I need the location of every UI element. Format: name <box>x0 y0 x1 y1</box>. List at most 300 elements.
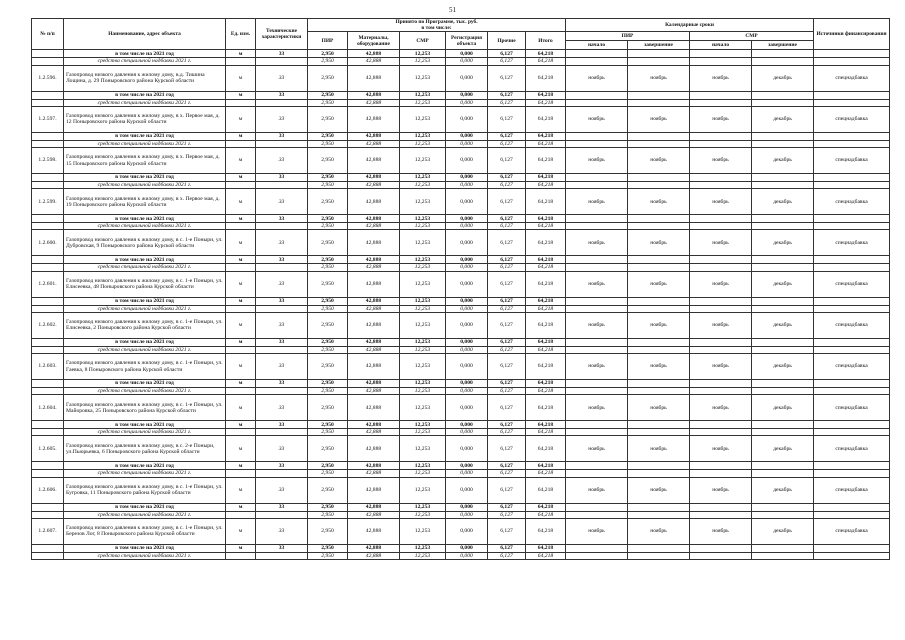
cell-materials: 42,888 <box>348 297 400 305</box>
cell-total: 64,218 <box>526 503 566 511</box>
cell-other: 6,127 <box>488 511 526 518</box>
cell-empty <box>566 91 628 99</box>
cell-materials: 42,888 <box>348 462 400 470</box>
cell-materials: 42,888 <box>348 388 400 395</box>
cell-pir: 2,950 <box>308 346 348 353</box>
header-cal-pir: ПИР <box>566 32 690 41</box>
cell-smr: 12,253 <box>400 215 446 223</box>
cell-smr: 12,253 <box>400 429 446 436</box>
cell-pir: 2,950 <box>308 462 348 470</box>
cell-tech: 33 <box>256 256 308 264</box>
cell-empty <box>814 511 890 518</box>
cell-number: 1.2.606. <box>32 477 64 503</box>
cell-total: 64,218 <box>526 65 566 91</box>
cell-other: 6,127 <box>488 388 526 395</box>
table-body <box>32 50 890 560</box>
cell-empty <box>690 264 752 271</box>
cell-tech: 33 <box>256 132 308 140</box>
cell-empty <box>690 91 752 99</box>
cell-financing: спецнадбавка <box>814 312 890 338</box>
cell-registration: 0,000 <box>446 182 488 189</box>
cell-total: 64,218 <box>526 436 566 462</box>
cell-empty <box>628 470 690 477</box>
cell-materials: 42,888 <box>348 58 400 65</box>
cell-pir: 2,950 <box>308 503 348 511</box>
cell-total: 64,218 <box>526 429 566 436</box>
cell-empty <box>814 91 890 99</box>
cell-total: 64,218 <box>526 140 566 147</box>
cell-smr: 12,253 <box>400 388 446 395</box>
source-label: средства специальной надбавки 2021 г. <box>64 470 226 477</box>
cell-total: 64,218 <box>526 552 566 559</box>
cell-total: 64,218 <box>526 132 566 140</box>
cell-total: 64,218 <box>526 338 566 346</box>
subtotal-label: в том числе на 2021 год <box>64 256 226 264</box>
cell-empty <box>256 223 308 230</box>
cell-pir: 2,950 <box>308 552 348 559</box>
subtotal-row <box>32 503 890 511</box>
cell-smr: 12,253 <box>400 312 446 338</box>
program-table <box>31 18 890 560</box>
cell-registration: 0,000 <box>446 140 488 147</box>
cell-tech: 33 <box>256 312 308 338</box>
cell-empty <box>814 462 890 470</box>
source-label: средства специальной надбавки 2021 г. <box>64 264 226 271</box>
cell-smr-start: ноябрь <box>690 148 752 174</box>
cell-financing: спецнадбавка <box>814 518 890 544</box>
cell-object-name: Газопровод низкого давления к жилому дому, в х. Первое мая, д. 12 Поныровского района Курской области <box>64 106 226 132</box>
cell-smr: 12,253 <box>400 436 446 462</box>
header-tech: Технические характеристики <box>256 19 308 50</box>
subtotal-label: в том числе на 2021 год <box>64 132 226 140</box>
cell-empty <box>752 338 814 346</box>
cell-pir: 2,950 <box>308 256 348 264</box>
cell-pir: 2,950 <box>308 182 348 189</box>
cell-pir: 2,950 <box>308 58 348 65</box>
cell-empty <box>814 264 890 271</box>
cell-pir-end: ноябрь <box>628 148 690 174</box>
cell-pir: 2,950 <box>308 140 348 147</box>
cell-empty <box>32 544 64 552</box>
cell-pir: 2,950 <box>308 50 348 58</box>
cell-smr-end: декабрь <box>752 230 814 256</box>
cell-pir: 2,950 <box>308 338 348 346</box>
cell-materials: 42,888 <box>348 511 400 518</box>
cell-tech: 33 <box>256 436 308 462</box>
cell-unit: м <box>226 354 256 380</box>
cell-empty <box>814 470 890 477</box>
header-pir: ПИР <box>308 32 348 50</box>
cell-empty <box>814 132 890 140</box>
cell-unit: м <box>226 50 256 58</box>
cell-other: 6,127 <box>488 215 526 223</box>
cell-registration: 0,000 <box>446 544 488 552</box>
cell-empty <box>566 388 628 395</box>
cell-empty <box>226 264 256 271</box>
cell-empty <box>690 421 752 429</box>
cell-pir-start: ноябрь <box>566 312 628 338</box>
cell-smr: 12,253 <box>400 230 446 256</box>
cell-smr: 12,253 <box>400 421 446 429</box>
cell-empty <box>752 91 814 99</box>
cell-other: 6,127 <box>488 518 526 544</box>
cell-materials: 42,888 <box>348 230 400 256</box>
header-smr-end: завершение <box>752 41 814 50</box>
cell-total: 64,218 <box>526 346 566 353</box>
cell-other: 6,127 <box>488 338 526 346</box>
cell-empty <box>752 462 814 470</box>
cell-empty <box>690 256 752 264</box>
cell-empty <box>256 346 308 353</box>
cell-other: 6,127 <box>488 503 526 511</box>
cell-pir-end: ноябрь <box>628 189 690 215</box>
cell-materials: 42,888 <box>348 518 400 544</box>
subtotal-row <box>32 256 890 264</box>
cell-other: 6,127 <box>488 462 526 470</box>
cell-materials: 42,888 <box>348 354 400 380</box>
cell-smr: 12,253 <box>400 132 446 140</box>
cell-object-name: Газопровод низкого давления к жилому дому, в с. 1-е Поныри, ул. Елисеевка, 48 Поныровского района Курской области <box>64 271 226 297</box>
cell-smr: 12,253 <box>400 395 446 421</box>
cell-registration: 0,000 <box>446 106 488 132</box>
cell-registration: 0,000 <box>446 230 488 256</box>
program-table-sheet <box>31 18 889 560</box>
cell-object-name: Газопровод низкого давления к жилому дому, в с. 1-е Поныри, ул. Бугровка, 11 Поныровского района Курской области <box>64 477 226 503</box>
cell-materials: 42,888 <box>348 50 400 58</box>
cell-other: 6,127 <box>488 380 526 388</box>
cell-registration: 0,000 <box>446 223 488 230</box>
header-calendar-group: Календарные сроки <box>566 19 814 32</box>
cell-object-name: Газопровод низкого давления к жилому дому, в с. 1-е Поныри, ул. Гаевка, 8 Поныровского района Курской области <box>64 354 226 380</box>
cell-empty <box>32 91 64 99</box>
cell-smr: 12,253 <box>400 470 446 477</box>
cell-empty <box>814 174 890 182</box>
cell-object-name: Газопровод низкого давления к жилому дому, в с. 1-е Поныри, ул. Елисеевка, 2 Поныровского района Курской области <box>64 312 226 338</box>
source-row <box>32 99 890 106</box>
cell-empty <box>32 182 64 189</box>
cell-registration: 0,000 <box>446 99 488 106</box>
cell-materials: 42,888 <box>348 65 400 91</box>
cell-smr: 12,253 <box>400 380 446 388</box>
cell-empty <box>690 99 752 106</box>
cell-empty <box>690 140 752 147</box>
cell-unit: м <box>226 256 256 264</box>
header-pir-start: начало <box>566 41 628 50</box>
subtotal-label: в том числе на 2021 год <box>64 503 226 511</box>
cell-empty <box>752 388 814 395</box>
cell-other: 6,127 <box>488 65 526 91</box>
cell-smr-end: декабрь <box>752 65 814 91</box>
cell-registration: 0,000 <box>446 174 488 182</box>
subtotal-label: в том числе на 2021 год <box>64 421 226 429</box>
cell-pir-start: ноябрь <box>566 436 628 462</box>
cell-empty <box>814 346 890 353</box>
cell-object-name: Газопровод низкого давления к жилому дому, в х. Первое мая, д. 15 Поныровского района Курской области <box>64 148 226 174</box>
cell-tech: 33 <box>256 297 308 305</box>
cell-total: 64,218 <box>526 215 566 223</box>
cell-empty <box>566 470 628 477</box>
subtotal-label: в том числе на 2021 год <box>64 462 226 470</box>
cell-empty <box>628 99 690 106</box>
cell-unit: м <box>226 230 256 256</box>
cell-empty <box>32 99 64 106</box>
cell-empty <box>628 297 690 305</box>
cell-pir: 2,950 <box>308 132 348 140</box>
source-row <box>32 429 890 436</box>
cell-empty <box>32 511 64 518</box>
cell-materials: 42,888 <box>348 346 400 353</box>
subtotal-row <box>32 421 890 429</box>
cell-other: 6,127 <box>488 182 526 189</box>
cell-smr: 12,253 <box>400 50 446 58</box>
table-row <box>32 436 890 462</box>
cell-empty <box>628 264 690 271</box>
cell-smr-end: декабрь <box>752 518 814 544</box>
cell-unit: м <box>226 421 256 429</box>
cell-number: 1.2.598. <box>32 148 64 174</box>
cell-unit: м <box>226 518 256 544</box>
cell-empty <box>566 462 628 470</box>
table-row <box>32 354 890 380</box>
cell-pir: 2,950 <box>308 264 348 271</box>
cell-smr-end: декабрь <box>752 477 814 503</box>
cell-pir-start: ноябрь <box>566 65 628 91</box>
cell-empty <box>566 338 628 346</box>
cell-materials: 42,888 <box>348 148 400 174</box>
cell-empty <box>566 174 628 182</box>
cell-total: 64,218 <box>526 395 566 421</box>
cell-empty <box>628 305 690 312</box>
source-label: средства специальной надбавки 2021 г. <box>64 99 226 106</box>
cell-total: 64,218 <box>526 305 566 312</box>
cell-pir-end: ноябрь <box>628 395 690 421</box>
cell-smr-start: ноябрь <box>690 65 752 91</box>
cell-empty <box>814 223 890 230</box>
cell-empty <box>814 338 890 346</box>
cell-pir-end: ноябрь <box>628 312 690 338</box>
cell-empty <box>566 215 628 223</box>
subtotal-label: в том числе на 2021 год <box>64 338 226 346</box>
cell-empty <box>256 264 308 271</box>
cell-number: 1.2.596. <box>32 65 64 91</box>
cell-empty <box>752 503 814 511</box>
cell-materials: 42,888 <box>348 380 400 388</box>
cell-smr-end: декабрь <box>752 395 814 421</box>
cell-other: 6,127 <box>488 436 526 462</box>
cell-pir: 2,950 <box>308 518 348 544</box>
cell-empty <box>566 421 628 429</box>
cell-empty <box>566 297 628 305</box>
cell-materials: 42,888 <box>348 99 400 106</box>
cell-financing: спецнадбавка <box>814 395 890 421</box>
cell-smr-start: ноябрь <box>690 189 752 215</box>
cell-unit: м <box>226 544 256 552</box>
cell-pir-end: ноябрь <box>628 436 690 462</box>
cell-registration: 0,000 <box>446 470 488 477</box>
cell-smr: 12,253 <box>400 58 446 65</box>
cell-empty <box>566 429 628 436</box>
cell-empty <box>628 462 690 470</box>
cell-smr: 12,253 <box>400 503 446 511</box>
cell-pir: 2,950 <box>308 354 348 380</box>
cell-pir: 2,950 <box>308 421 348 429</box>
cell-empty <box>628 338 690 346</box>
cell-empty <box>814 99 890 106</box>
cell-total: 64,218 <box>526 380 566 388</box>
source-row <box>32 223 890 230</box>
cell-tech: 33 <box>256 148 308 174</box>
cell-empty <box>752 223 814 230</box>
cell-materials: 42,888 <box>348 215 400 223</box>
cell-smr: 12,253 <box>400 477 446 503</box>
cell-smr: 12,253 <box>400 338 446 346</box>
subtotal-label: в том числе на 2021 год <box>64 174 226 182</box>
cell-total: 64,218 <box>526 99 566 106</box>
cell-tech: 33 <box>256 91 308 99</box>
cell-empty <box>752 297 814 305</box>
cell-empty <box>628 429 690 436</box>
cell-other: 6,127 <box>488 421 526 429</box>
cell-total: 64,218 <box>526 462 566 470</box>
cell-tech: 33 <box>256 271 308 297</box>
cell-empty <box>566 264 628 271</box>
cell-empty <box>32 132 64 140</box>
cell-other: 6,127 <box>488 305 526 312</box>
cell-registration: 0,000 <box>446 503 488 511</box>
cell-smr-end: декабрь <box>752 354 814 380</box>
cell-other: 6,127 <box>488 346 526 353</box>
cell-number: 1.2.604. <box>32 395 64 421</box>
cell-total: 64,218 <box>526 148 566 174</box>
cell-object-name: Газопровод низкого давления к жилому дому, в.д. Тишина Лощина, д. 29 Поныровского района Курской области <box>64 65 226 91</box>
cell-tech: 33 <box>256 518 308 544</box>
cell-empty <box>566 132 628 140</box>
cell-total: 64,218 <box>526 264 566 271</box>
cell-materials: 42,888 <box>348 182 400 189</box>
cell-registration: 0,000 <box>446 297 488 305</box>
cell-tech: 33 <box>256 503 308 511</box>
cell-total: 64,218 <box>526 297 566 305</box>
cell-total: 64,218 <box>526 174 566 182</box>
cell-empty <box>752 99 814 106</box>
source-label: средства специальной надбавки 2021 г. <box>64 182 226 189</box>
cell-total: 64,218 <box>526 354 566 380</box>
cell-tech: 33 <box>256 65 308 91</box>
cell-empty <box>814 182 890 189</box>
source-label: средства специальной надбавки 2021 г. <box>64 223 226 230</box>
cell-empty <box>628 503 690 511</box>
source-row <box>32 346 890 353</box>
cell-empty <box>690 346 752 353</box>
source-row <box>32 511 890 518</box>
cell-pir-end: ноябрь <box>628 271 690 297</box>
table-row <box>32 271 890 297</box>
cell-smr: 12,253 <box>400 511 446 518</box>
cell-tech: 33 <box>256 50 308 58</box>
cell-number: 1.2.603. <box>32 354 64 380</box>
cell-other: 6,127 <box>488 264 526 271</box>
cell-unit: м <box>226 106 256 132</box>
cell-unit: м <box>226 91 256 99</box>
cell-empty <box>32 421 64 429</box>
cell-financing: спецнадбавка <box>814 354 890 380</box>
cell-materials: 42,888 <box>348 436 400 462</box>
cell-empty <box>628 174 690 182</box>
cell-materials: 42,888 <box>348 477 400 503</box>
source-label: средства специальной надбавки 2021 г. <box>64 552 226 559</box>
cell-empty <box>256 511 308 518</box>
cell-registration: 0,000 <box>446 91 488 99</box>
cell-unit: м <box>226 338 256 346</box>
cell-empty <box>226 99 256 106</box>
cell-empty <box>690 297 752 305</box>
cell-total: 64,218 <box>526 256 566 264</box>
cell-materials: 42,888 <box>348 132 400 140</box>
cell-empty <box>752 380 814 388</box>
table-header <box>32 19 890 50</box>
cell-unit: м <box>226 436 256 462</box>
cell-pir-end: ноябрь <box>628 106 690 132</box>
cell-empty <box>628 223 690 230</box>
cell-empty <box>690 338 752 346</box>
cell-materials: 42,888 <box>348 264 400 271</box>
cell-financing: спецнадбавка <box>814 230 890 256</box>
cell-materials: 42,888 <box>348 140 400 147</box>
cell-pir-start: ноябрь <box>566 106 628 132</box>
cell-empty <box>814 429 890 436</box>
cell-empty <box>752 174 814 182</box>
cell-materials: 42,888 <box>348 544 400 552</box>
header-registration: Регистрация объекта <box>446 32 488 50</box>
header-number: № п/п <box>32 19 64 50</box>
header-smr-start: начало <box>690 41 752 50</box>
cell-object-name: Газопровод низкого давления к жилому дому, в х. Первое мая, д. 19 Поныровского района Курской области <box>64 189 226 215</box>
cell-pir: 2,950 <box>308 148 348 174</box>
cell-materials: 42,888 <box>348 552 400 559</box>
cell-empty <box>32 462 64 470</box>
cell-empty <box>752 305 814 312</box>
cell-registration: 0,000 <box>446 189 488 215</box>
cell-empty <box>32 429 64 436</box>
cell-pir: 2,950 <box>308 91 348 99</box>
cell-pir: 2,950 <box>308 99 348 106</box>
cell-smr-start: ноябрь <box>690 436 752 462</box>
cell-unit: м <box>226 174 256 182</box>
cell-empty <box>690 470 752 477</box>
cell-smr-start: ноябрь <box>690 354 752 380</box>
cell-empty <box>752 132 814 140</box>
cell-unit: м <box>226 215 256 223</box>
cell-empty <box>690 223 752 230</box>
cell-empty <box>690 544 752 552</box>
cell-other: 6,127 <box>488 106 526 132</box>
cell-empty <box>566 380 628 388</box>
cell-empty <box>226 223 256 230</box>
cell-empty <box>566 223 628 230</box>
cell-materials: 42,888 <box>348 470 400 477</box>
cell-empty <box>32 140 64 147</box>
cell-other: 6,127 <box>488 58 526 65</box>
cell-smr-end: декабрь <box>752 312 814 338</box>
cell-smr: 12,253 <box>400 106 446 132</box>
cell-other: 6,127 <box>488 312 526 338</box>
cell-other: 6,127 <box>488 429 526 436</box>
cell-number: 1.2.607. <box>32 518 64 544</box>
cell-materials: 42,888 <box>348 395 400 421</box>
subtotal-row <box>32 544 890 552</box>
cell-empty <box>814 256 890 264</box>
cell-pir-end: ноябрь <box>628 477 690 503</box>
